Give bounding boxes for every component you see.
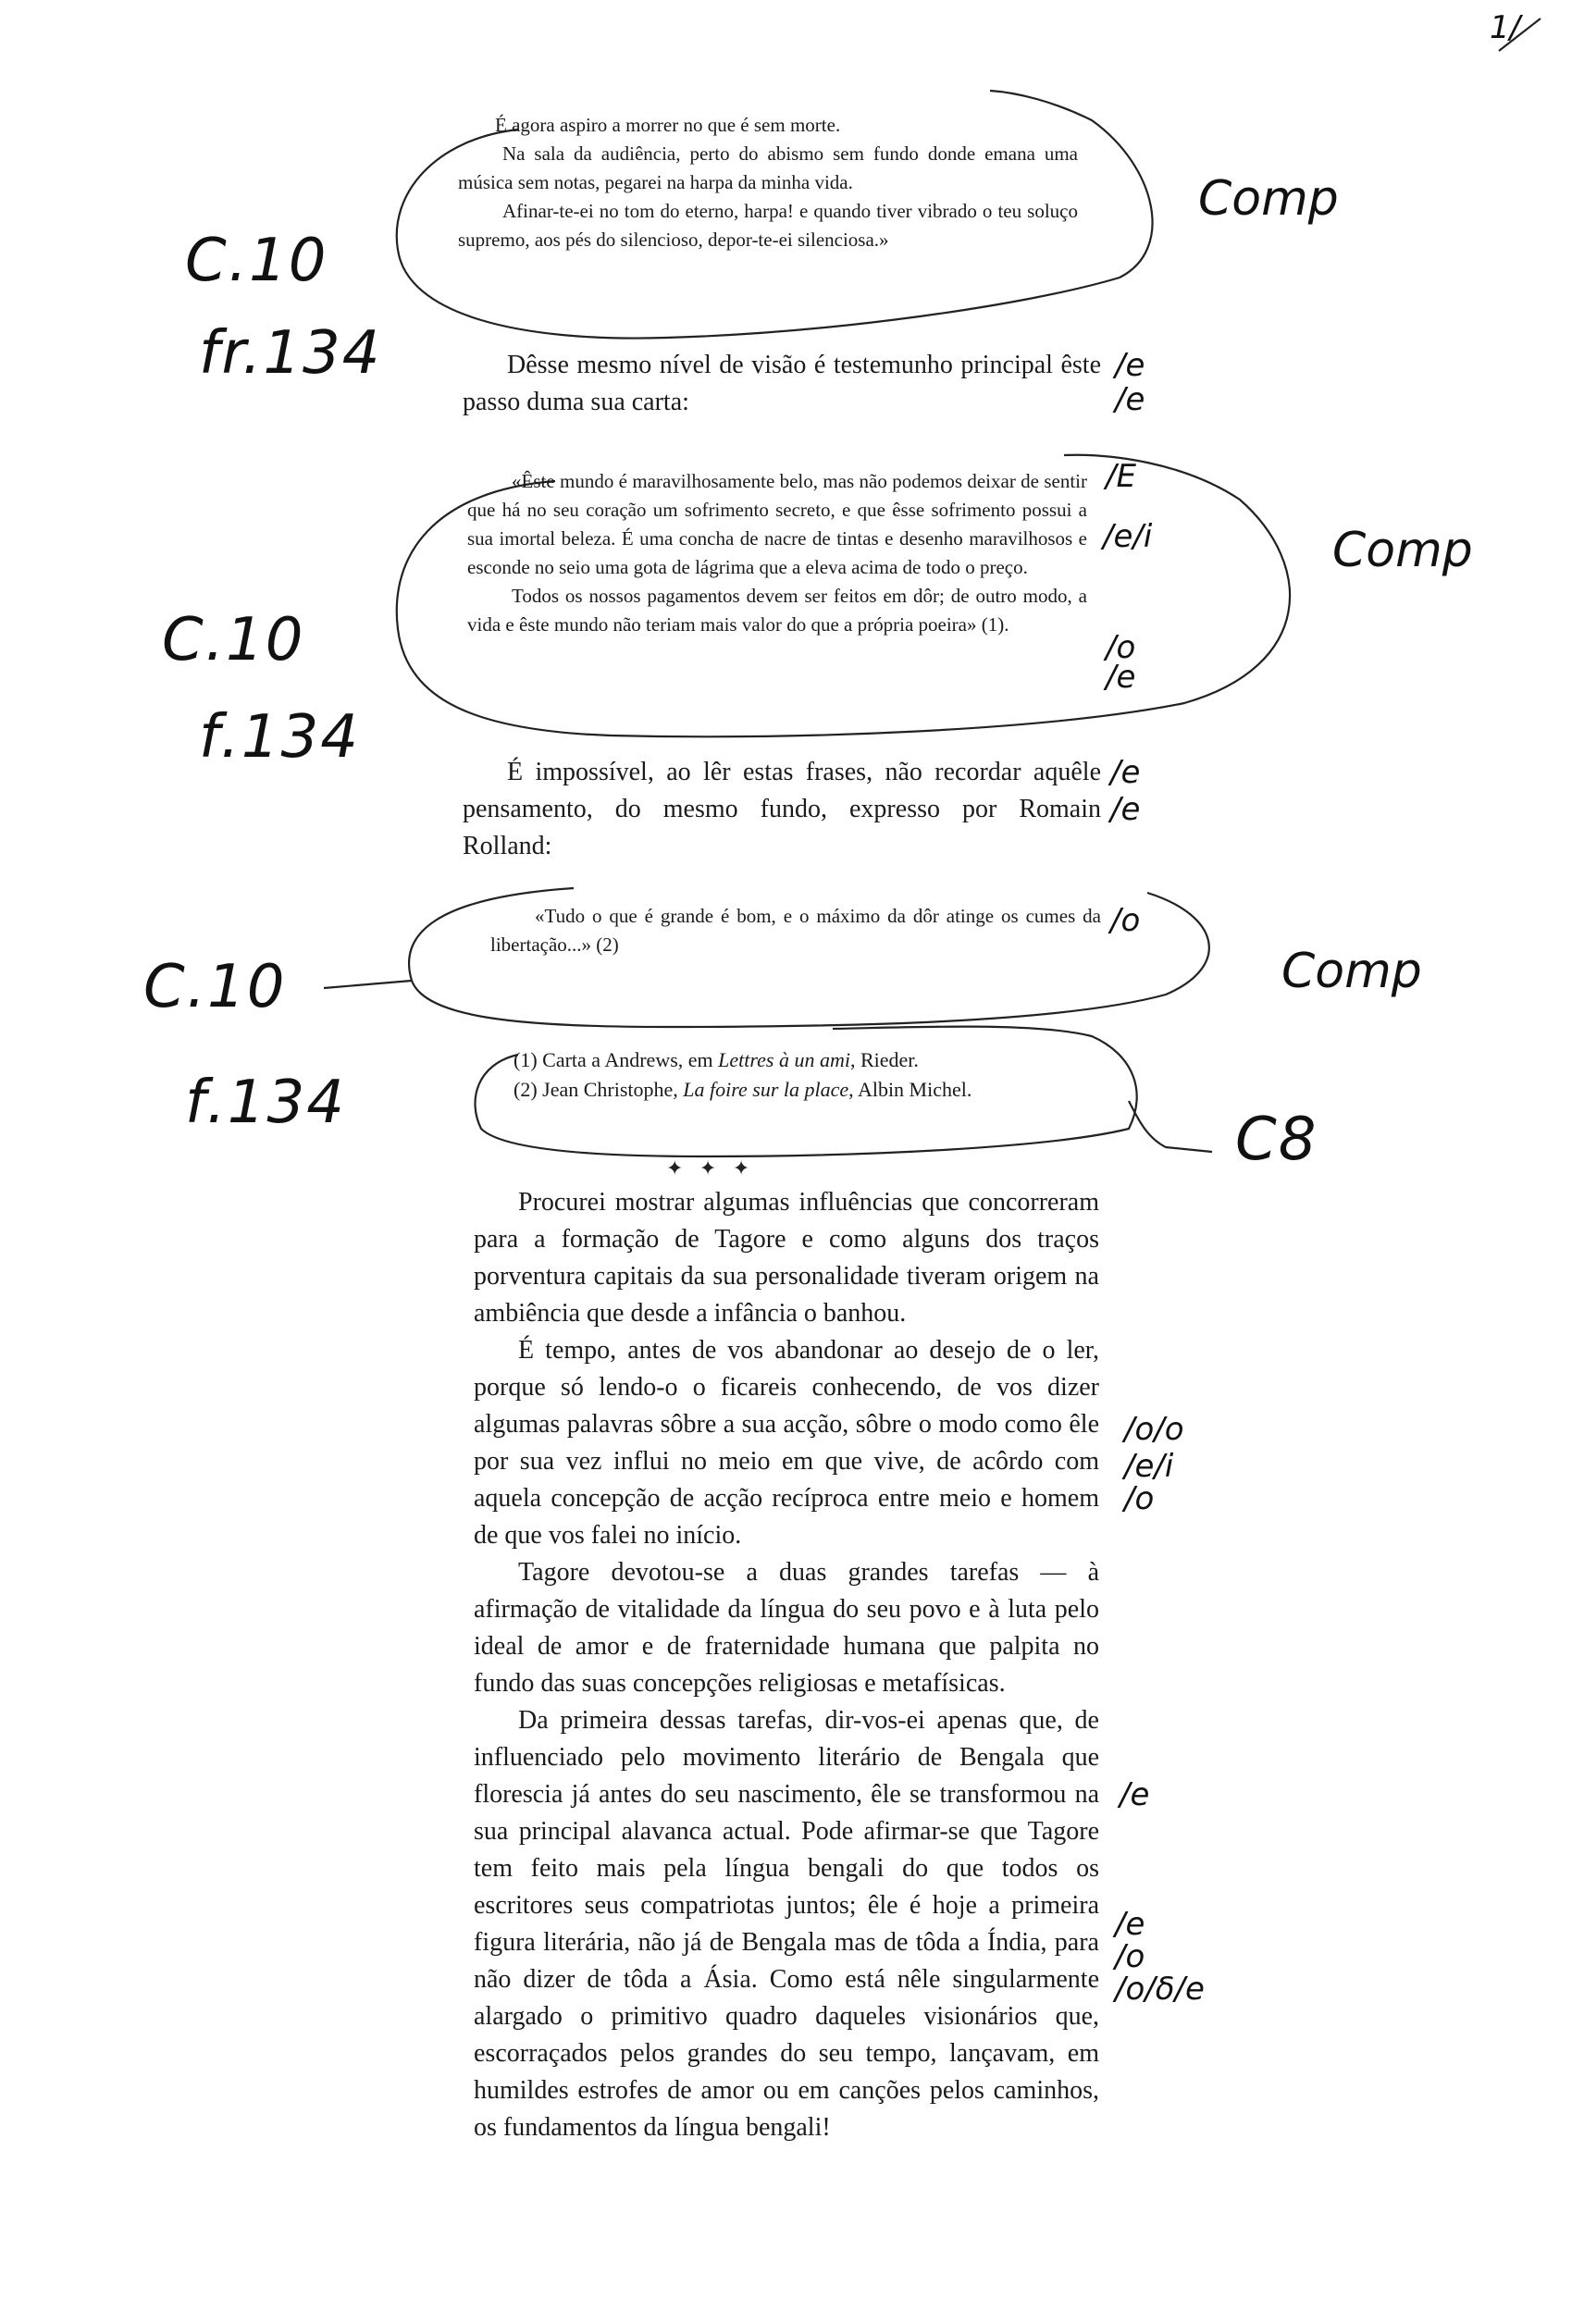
intro-paragraph-1 bbox=[463, 347, 1101, 421]
quote1-line1: É agora aspiro a morrer no que é sem morte. bbox=[495, 114, 841, 136]
hand-margin-mark-5: /o bbox=[1106, 629, 1136, 666]
section-ornament: ✦ ✦ ✦ bbox=[666, 1156, 756, 1180]
hand-margin-mark-11: /e/i bbox=[1124, 1448, 1174, 1485]
hand-margin-mark-7: /e bbox=[1110, 754, 1141, 791]
hand-comp-3: Comp bbox=[1281, 944, 1422, 999]
hand-c10-3: C.10 bbox=[143, 953, 287, 1021]
footnote-1: (1) Carta a Andrews, em Lettres à un ami, Rieder. bbox=[514, 1048, 919, 1071]
body-para-3: Tagore devotou-se a duas grandes tarefas — à afirmação de vitalidade da língua do seu povo e à luta pelo ideal de amor e de fraternidade humana que palpita no fundo das suas concepções religiosas e metafísicas. bbox=[474, 1558, 1099, 1698]
intro1-text: Dêsse mesmo nível de visão é testemunho principal êste passo duma sua carta: bbox=[463, 351, 1101, 416]
hand-corner-mark: 1/ bbox=[1490, 9, 1521, 46]
quote2-para1: «Êste mundo é maravilhosamente belo, mas não podemos deixar de sentir que há no seu coração um sofrimento secreto, e que êsse sofrimento possui a sua imortal beleza. É uma concha de nacre de tintas e desenho maravilhosos e esconde no seio uma gota de lágrima que a eleva acima de todo o preço. bbox=[467, 470, 1087, 578]
hand-margin-mark-13: /e bbox=[1120, 1776, 1150, 1813]
hand-f134-1: fr.134 bbox=[199, 319, 382, 388]
intro-paragraph-2 bbox=[463, 754, 1101, 865]
hand-margin-mark-10: /o/o bbox=[1124, 1411, 1184, 1448]
hand-comp-2: Comp bbox=[1332, 523, 1473, 578]
hand-c10-2: C.10 bbox=[162, 606, 305, 674]
quote-romain-rolland bbox=[490, 902, 1101, 959]
arrow-c8 bbox=[1129, 1101, 1212, 1152]
quote1-para2: Na sala da audiência, perto do abismo sem fundo donde emana uma música sem notas, pegarei na harpa da minha vida. bbox=[458, 142, 1078, 193]
hand-margin-mark-9: /o bbox=[1110, 902, 1141, 939]
hand-margin-mark-1: /e bbox=[1115, 347, 1145, 384]
hand-margin-mark-3: /E bbox=[1106, 458, 1136, 495]
hand-f134-2: f.134 bbox=[199, 703, 360, 772]
quote-letter-andrews bbox=[467, 467, 1087, 639]
hand-comp-1: Comp bbox=[1198, 171, 1339, 227]
body-para-4: Da primeira dessas tarefas, dir-vos-ei apenas que, de influenciado pelo movimento literário de Bengala que florescia já antes do seu nascimento, êle se transformou na sua principal alavanca actual. Pode afirmar-se que Tagore tem feito mais pela língua bengali do que todos os escritores seus compatriotas juntos; êle é hoje a primeira figura literária, não já de Bengala mas de tôda a Índia, para não dizer de tôda a Ásia. Como está nêle singularmente alargado o primitivo quadro daqueles visionários que, escorraçados pelos grandes do seu tempo, lançavam, em humildes estrofes de amor ou em canções pelos caminhos, os fundamentos da língua bengali! bbox=[474, 1706, 1099, 2142]
main-body bbox=[474, 1184, 1099, 2146]
hand-c10-1: C.10 bbox=[185, 227, 328, 295]
hand-margin-mark-6: /e bbox=[1106, 659, 1136, 696]
hand-margin-mark-14: /e bbox=[1115, 1906, 1145, 1943]
hand-margin-mark-2: /e bbox=[1115, 381, 1145, 418]
quote1-para3: Afinar-te-ei no tom do eterno, harpa! e quando tiver vibrado o teu soluço supremo, aos pés do silencioso, depor-te-ei silenciosa.» bbox=[458, 200, 1078, 251]
hand-margin-mark-8: /e bbox=[1110, 791, 1141, 828]
footnotes bbox=[514, 1045, 1124, 1105]
body-para-1: Procurei mostrar algumas influências que concorreram para a formação de Tagore e como alguns dos traços porventura capitais da sua personalidade tiveram origem na ambiência que desde a infância o banhou. bbox=[474, 1188, 1099, 1328]
footnote-2: (2) Jean Christophe, La foire sur la place, Albin Michel. bbox=[514, 1078, 972, 1101]
intro2-text: É impossível, ao lêr estas frases, não recordar aquêle pensamento, do mesmo fundo, expresso por Romain Rolland: bbox=[463, 758, 1101, 860]
hand-c8: C8 bbox=[1235, 1106, 1318, 1174]
hand-margin-mark-15: /o bbox=[1115, 1938, 1145, 1975]
hand-margin-mark-16: /o/δ/e bbox=[1115, 1971, 1205, 2008]
quote3-text: «Tudo o que é grande é bom, e o máximo da dôr atinge os cumes da libertação...» (2) bbox=[490, 905, 1101, 956]
hand-margin-mark-12: /o bbox=[1124, 1480, 1155, 1517]
body-para-2: É tempo, antes de vos abandonar ao desejo de o ler, porque só lendo-o o ficareis conhecendo, de vos dizer algumas palavras sôbre a sua acção, sôbre o modo como êle por sua vez influi no meio em que vive, de acôrdo com aquela concepção de acção recíproca entre meio e homem de que vos falei no início. bbox=[474, 1336, 1099, 1550]
hand-f134-3: f.134 bbox=[185, 1069, 346, 1137]
hand-margin-mark-4: /e/i bbox=[1103, 518, 1153, 555]
arrow-c10-3 bbox=[324, 981, 412, 988]
quote2-para2: Todos os nossos pagamentos devem ser feitos em dôr; de outro modo, a vida e êste mundo não teriam mais valor do que a própria poeira» (1). bbox=[467, 585, 1087, 636]
quote-tagore-harp bbox=[458, 111, 1078, 254]
